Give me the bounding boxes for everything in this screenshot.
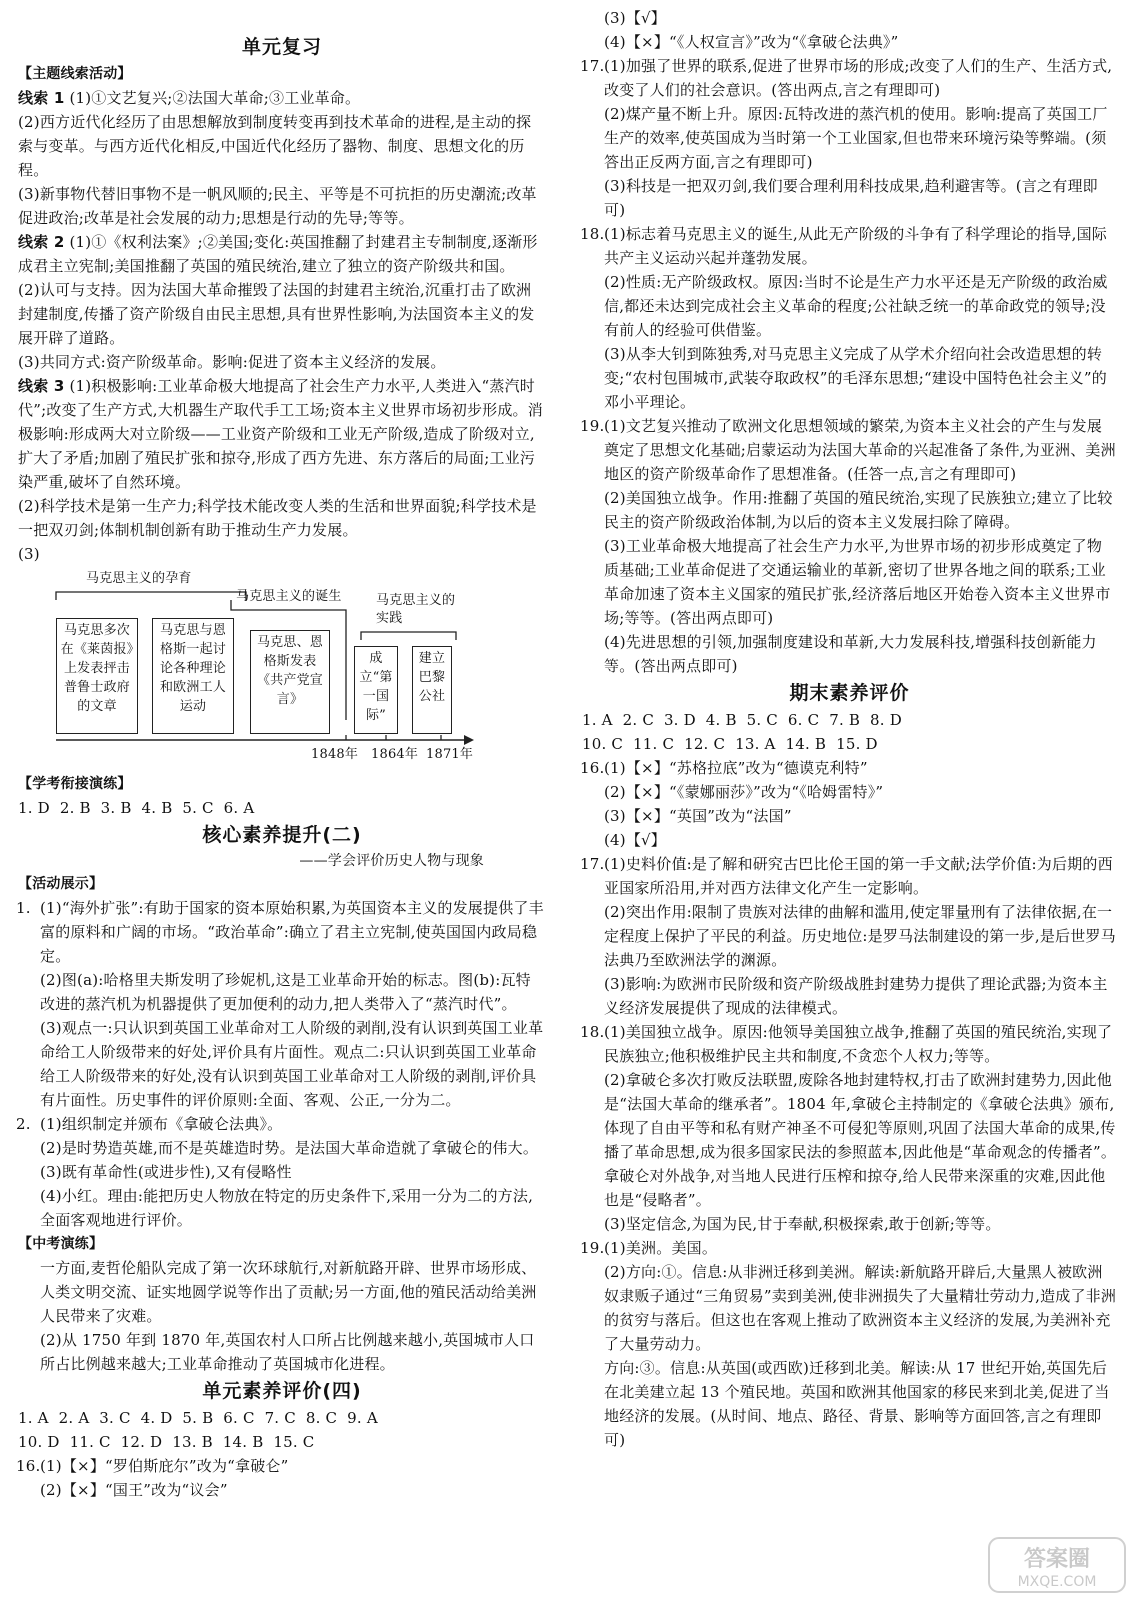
year-1871: 1871年 [426,747,474,762]
core-literacy-subtitle: ——学会评价历史人物与现象 [299,853,484,869]
final-answers-row-1: 1. A 2. C 3. D 4. B 5. C 6. C 7. B 8. D [582,711,902,729]
unit-4-question-17: 17. (1)加强了世界的联系,促进了世界市场的形成;改变了人们的生产、生活方式,改变了人们的社会意识。(答出两点,言之有理即可) (2)煤产量不断上升。原因:瓦特改进的蒸汽机的使用。影响:提高了英国工厂生产的效率,使英国成为当时第一个工业国家,但也带来环境污染等弊端。(须答出正反两方面,言之有理即可) (3)科技是一把双刃剑,我们要合理利用科技成果,趋利避害等。(言之有理即可) [580,57,1113,219]
final-assessment-title: 期末素养评价 [789,682,910,704]
exam-link-answers: 1. D 2. B 3. B 4. B 5. C 6. A [18,799,255,817]
right-column [582,6,1117,1452]
clue-1-lead: 线索 1 [18,89,65,107]
marxism-timeline-diagram [46,570,476,770]
clue-3-para-1: 线索 3 (1)积极影响:工业革命极大地提高了社会生产力水平,人类进入“蒸汽时代”;改变了生产方式,大机器生产取代手工工场;资本主义世界市场初步形成。消极影响:形成两大对立阶级——工业资产阶级和工业无产阶级,造成了阶级对立,扩大了矛盾;加剧了殖民扩张和掠夺,形成了西方先进、东方落后的局面;工业污染严重,破坏了自然环境。 [18,377,543,491]
box-first-international: 成立“第一国际” [354,646,398,734]
zhongkao-answers: 一方面,麦哲伦船队完成了第一次环球航行,对新航路开辟、世界市场形成、人类文明交流、证实地圆学说等作出了贡献;另一方面,他的殖民活动给美洲人民带来了灾难。 (2)从 1750 年到 1870 年,英国农村人口所占比例越来越小,英国城市人口所占比例越来越大;工业革命推动了英国城市化进程。 [40,1259,537,1373]
unit-4-question-18: 18. (1)标志着马克思主义的诞生,从此无产阶级的斗争有了科学理论的指导,国际共产主义运动兴起并蓬勃发展。 (2)性质:无产阶级政权。原因:当时不论是生产力水平还是无产阶级的政治威信,都还未达到完成社会主义革命的程度;公社缺乏统一的革命政党的领导;没有前人的经验可供借鉴。 (3)从李大钊到陈独秀,对马克思主义完成了从学术介绍向社会改造思想的转变;“农村包围城市,武装夺取政权”的毛泽东思想;“建设中国特色社会主义”的邓小平理论。 [580,225,1108,411]
clue-2-para-2: (2)认可与支持。因为法国大革命摧毁了法国的封建君主统治,沉重打击了欧洲封建制度,传播了资产阶级自由民主思想,具有世界性影响,为法国资本主义的发展开辟了道路。 [18,281,535,347]
label-marxism-gestation: 马克思主义的孕育 [86,571,192,586]
clue-3-lead: 线索 3 [18,377,65,395]
unit-review-title: 单元复习 [241,36,322,58]
core-literacy-title: 核心素养提升(二) [202,824,362,846]
unit-4-title: 单元素养评价(四) [202,1380,362,1402]
unit-4-answers-row-1: 1. A 2. A 3. C 4. D 5. B 6. C 7. C 8. C 9. A [18,1409,378,1427]
unit-4-question-19: 19. (1)文艺复兴推动了欧洲文化思想领域的繁荣,为资本主义社会的产生与发展奠定了思想文化基础;启蒙运动为法国大革命的兴起准备了条件,为亚洲、美洲地区的资产阶级革命作了思想准备。(任答一点,言之有理即可) (2)美国独立战争。作用:推翻了英国的殖民统治,实现了民族独立;建立了比较民主的资产阶级政治体制,为以后的资本主义发展扫除了障碍。 (3)工业革命极大地提高了社会生产力水平,为世界市场的初步形成奠定了物质基础;工业革命促进了交通运输业的革新,密切了世界各地之间的联系;工业革命加速了资本主义国家的殖民扩张,经济落后地区开始卷入资本主义世界市场;等等。(答出两点即可) (4)先进思想的引领,加强制度建设和革新,大力发展科技,增强科技创新能力等。(答出两点即可) [580,417,1116,675]
watermark-text: 答案圈 [1023,1547,1091,1572]
final-question-19: 19. (1)美洲。美国。 (2)方向:①。信息:从非洲迁移到美洲。解读:新航路开辟后,大量黑人被欧洲奴隶贩子通过“三角贸易”卖到美洲,使非洲损失了大量精壮劳动力,造成了非洲的贫穷与落后。但这也在客观上推动了欧洲资本主义经济的发展,为美洲补充了大量劳动力。 方向:③。信息:从英国(或西欧)迁移到北美。解读:从 17 世纪开始,英国先后在北美建立起 13 个殖民地。英国和欧洲其他国家的移民来到北美,促进了当地经济的发展。(从时间、地点、路径、背景、影响等方面回答,言之有理即可) [580,1239,1117,1449]
final-question-17: 17. (1)史料价值:是了解和研究古巴比伦王国的第一手文献;法学价值:为后期的西亚国家所沿用,并对西方法律文化产生一定影响。 (2)突出作用:限制了贵族对法律的曲解和滥用,使定罪量刑有了法律依据,在一定程度上保护了平民的利益。历史地位:是罗马法制建设的第一步,是后世罗马法典乃至欧洲法学的渊源。 (3)影响:为欧洲市民阶级和资产阶级战胜封建势力提供了理论武器;为资本主义经济发展提供了现成的法律模式。 [580,855,1116,1017]
year-1864: 1864年 [371,747,419,762]
left-column [18,32,546,1502]
final-answers-row-2: 10. C 11. C 12. C 13. A 14. B 15. D [582,735,878,753]
clue-2-para-3: (3)共同方式:资产阶级革命。影响:促进了资本主义经济的发展。 [18,353,446,371]
watermark-domain: MXQE.COM [1017,1574,1097,1590]
site-watermark-logo [987,1536,1127,1594]
clue-1-para-1: 线索 1 (1)①文艺复兴;②法国大革命;③工业革命。 [18,89,361,107]
box-rheinische-zeitung: 马克思多次在《莱茵报》上发表抨击普鲁士政府的文章 [56,618,138,734]
final-question-16: 16. (1)【×】“苏格拉底”改为“德谟克利特” (2)【×】“《蒙娜丽莎》”改为“《哈姆雷特》” (3)【×】“英国”改为“法国” (4)【√】 [580,759,884,849]
label-marxism-birth: 马克思主义的诞生 [236,589,342,604]
label-marxism-practice: 马克思主义的实践 [376,593,456,626]
section-zhongkao-practice: 【中考演练】 [18,1236,104,1252]
section-theme-activity: 【主题线索活动】 [18,66,132,82]
box-discuss-theory: 马克思与恩格斯一起讨论各种理论和欧洲工人运动 [152,618,234,734]
clue-1-para-2: (2)西方近代化经历了由思想解放到制度转变再到技术革命的进程,是主动的探索与变革。与西方近代化相反,中国近代化经历了器物、制度、思想文化的历程。 [18,113,532,179]
clue-2-lead: 线索 2 [18,233,65,251]
section-exam-link: 【学考衔接演练】 [18,776,132,792]
final-question-18: 18. (1)美国独立战争。原因:他领导美国独立战争,推翻了英国的殖民统治,实现了民族独立;他积极维护民主共和制度,不贪恋个人权力;等等。 (2)拿破仑多次打败反法联盟,废除各地封建特权,打击了欧洲封建势力,因此他是“法国大革命的继承者”。1804 年,拿破仑主持制定的《拿破仑法典》颁布,体现了自由平等和私有财产神圣不可侵犯等原则,巩固了法国大革命的成果,传播了革命思想,成为很多国家民法的参照蓝本,因此他是“革命观念的传播者”。拿破仑对外战争,对当地人民进行压榨和掠夺,给人民带来深重的灾难,因此他也是“侵略者”。 (3)坚定信念,为国为民,甘于奉献,积极探索,敢于创新;等等。 [580,1023,1117,1233]
activity-question-2: 2. (1)组织制定并颁布《拿破仑法典》。 (2)是时势造英雄,而不是英雄造时势。是法国大革命造就了拿破仑的伟大。 (3)既有革命性(或进步性),又有侵略性 (4)小红。理由:能把历史人物放在特定的历史条件下,采用一分为二的方法,全面客观地进行评价。 [16,1115,539,1229]
clue-2-para-1: 线索 2 (1)①《权利法案》;②美国;变化:英国推翻了封建君主专制制度,逐渐形成君主立宪制;美国推翻了英国的殖民统治,建立了独立的资产阶级共和国。 [18,233,538,275]
box-communist-manifesto: 马克思、恩格斯发表《共产党宣言》 [250,630,330,734]
unit-4-question-16: 16. (1)【×】“罗伯斯庇尔”改为“拿破仑” (2)【×】“国王”改为“议会” [16,1457,289,1499]
clue-3-para-2: (2)科学技术是第一生产力;科学技术能改变人类的生活和世界面貌;科学技术是一把双刃剑;体制机制创新有助于推动生产力发展。 [18,497,537,539]
unit-4-answers-row-2: 10. D 11. C 12. D 13. B 14. B 15. C [18,1433,315,1451]
clue-1-para-3: (3)新事物代替旧事物不是一帆风顺的;民主、平等是不可抗拒的历史潮流;改革促进政治;改革是社会发展的动力;思想是行动的先导;等等。 [18,185,537,227]
box-paris-commune: 建立巴黎公社 [412,646,452,734]
activity-question-1: 1. (1)“海外扩张”:有助于国家的资本原始积累,为英国资本主义的发展提供了丰富的原料和广阔的市场。“政治革命”:确立了君主立宪制,使英国国内政局稳定。 (2)图(a):哈格里夫斯发明了珍妮机,这是工业革命开始的标志。图(b):瓦特改进的蒸汽机为机器提供了更加便利的动力,把人类带入了“蒸汽时代”。 (3)观点一:只认识到英国工业革命对工人阶级的剥削,没有认识到英国工业革命给工人阶级带来的好处,评价具有片面性。观点二:只认识到英国工业革命给工人阶级带来的好处,没有认识到英国工业革命对工人阶级的剥削,评价具有片面性。历史事件的评价原则:全面、客观、公正,一分为二。 [16,899,544,1109]
section-activity-display: 【活动展示】 [18,876,104,892]
unit-4-question-16-cont: (3)【√】 (4)【×】“《人权宣言》”改为“《拿破仑法典》” [604,9,899,51]
clue-3-para-3: (3) [18,545,40,563]
year-1848: 1848年 [311,747,359,762]
